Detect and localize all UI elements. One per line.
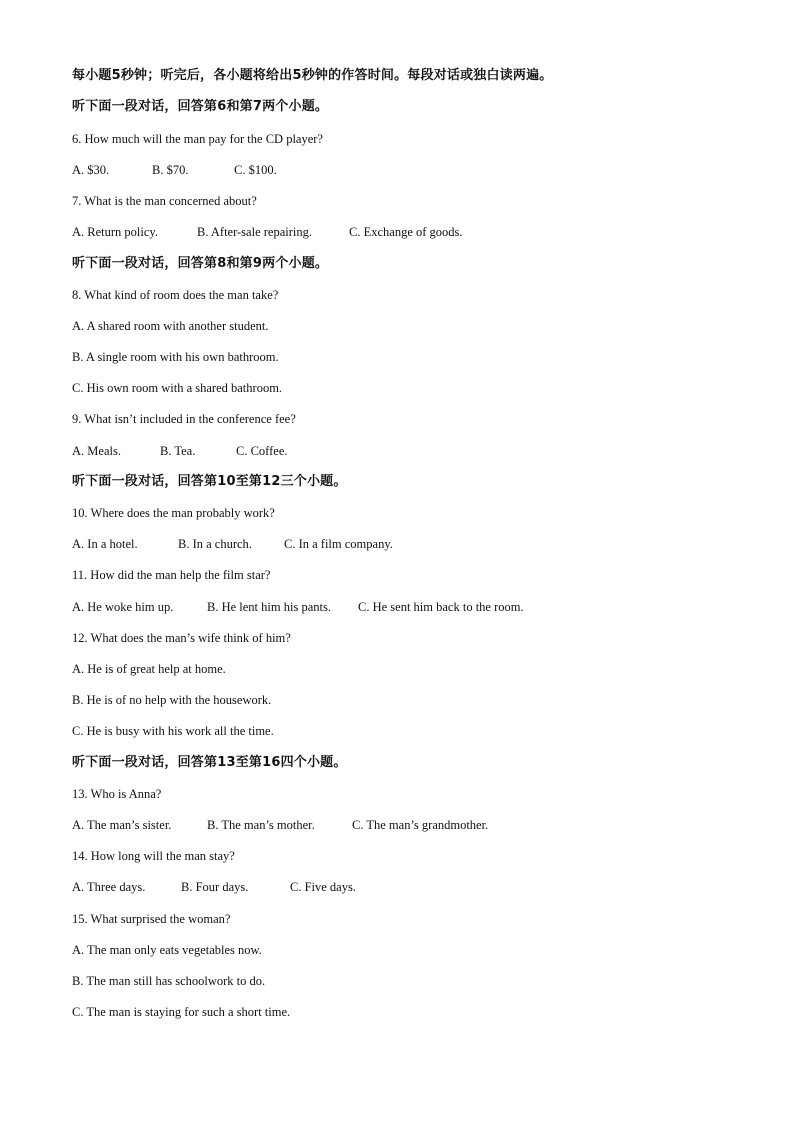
question-13-options	[72, 817, 488, 833]
option-c: C. $100.	[234, 163, 277, 177]
question-6: 6. How much will the man pay for the CD player?	[72, 132, 323, 146]
question-8: 8. What kind of room does the man take?	[72, 288, 279, 302]
section-heading-10-12: 听下面一段对话，回答第10至第12三个小题。	[72, 474, 347, 489]
option-a: A. The man’s sister.	[72, 818, 172, 832]
option-b: B. Tea.	[160, 444, 196, 458]
option-a: A. He woke him up.	[72, 600, 174, 614]
question-14-options	[72, 879, 356, 895]
option-b: B. Four days.	[181, 880, 249, 894]
question-12-option-a: A. He is of great help at home.	[72, 662, 226, 676]
question-9-options	[72, 443, 288, 459]
section-heading-13-16: 听下面一段对话，回答第13至第16四个小题。	[72, 755, 347, 770]
question-7: 7. What is the man concerned about?	[72, 194, 257, 208]
option-a: A. In a hotel.	[72, 537, 138, 551]
option-c: C. Five days.	[290, 880, 356, 894]
question-12-option-b: B. He is of no help with the housework.	[72, 693, 272, 707]
option-c: C. The man’s grandmother.	[352, 818, 489, 832]
option-a: A. Meals.	[72, 444, 121, 458]
option-c: C. Exchange of goods.	[349, 225, 463, 239]
question-11: 11. How did the man help the film star?	[72, 568, 271, 582]
option-c: C. Coffee.	[236, 444, 288, 458]
option-b: B. In a church.	[178, 537, 252, 551]
question-6-options	[72, 162, 277, 178]
question-15-option-c: C. The man is staying for such a short time.	[72, 1005, 291, 1019]
question-8-option-b: B. A single room with his own bathroom.	[72, 350, 279, 364]
question-12-option-c: C. He is busy with his work all the time.	[72, 724, 274, 738]
question-13: 13. Who is Anna?	[72, 787, 162, 801]
question-14: 14. How long will the man stay?	[72, 849, 235, 863]
option-c: C. In a film company.	[284, 537, 393, 551]
question-11-options	[72, 599, 524, 615]
question-10: 10. Where does the man probably work?	[72, 506, 275, 520]
option-b: B. The man’s mother.	[207, 818, 315, 832]
question-7-options	[72, 224, 463, 240]
question-12: 12. What does the man’s wife think of him?	[72, 631, 291, 645]
option-b: B. After-sale repairing.	[197, 225, 312, 239]
instruction-text: 每小题5秒钟；听完后，各小题将给出5秒钟的作答时间。每段对话或独白读两遍。	[72, 68, 553, 83]
question-9: 9. What isn’t included in the conference fee?	[72, 412, 296, 426]
option-a: A. Three days.	[72, 880, 146, 894]
option-c: C. He sent him back to the room.	[358, 600, 524, 614]
option-b: B. $70.	[152, 163, 189, 177]
question-8-option-c: C. His own room with a shared bathroom.	[72, 381, 283, 395]
question-10-options	[72, 536, 393, 552]
question-15-option-b: B. The man still has schoolwork to do.	[72, 974, 266, 988]
question-15-option-a: A. The man only eats vegetables now.	[72, 943, 262, 957]
section-heading-8-9: 听下面一段对话，回答第8和第9两个小题。	[72, 256, 329, 271]
option-a: A. Return policy.	[72, 225, 158, 239]
question-8-option-a: A. A shared room with another student.	[72, 319, 269, 333]
question-15: 15. What surprised the woman?	[72, 912, 231, 926]
option-b: B. He lent him his pants.	[207, 600, 331, 614]
section-heading-6-7: 听下面一段对话，回答第6和第7两个小题。	[72, 99, 329, 114]
option-a: A. $30.	[72, 163, 110, 177]
